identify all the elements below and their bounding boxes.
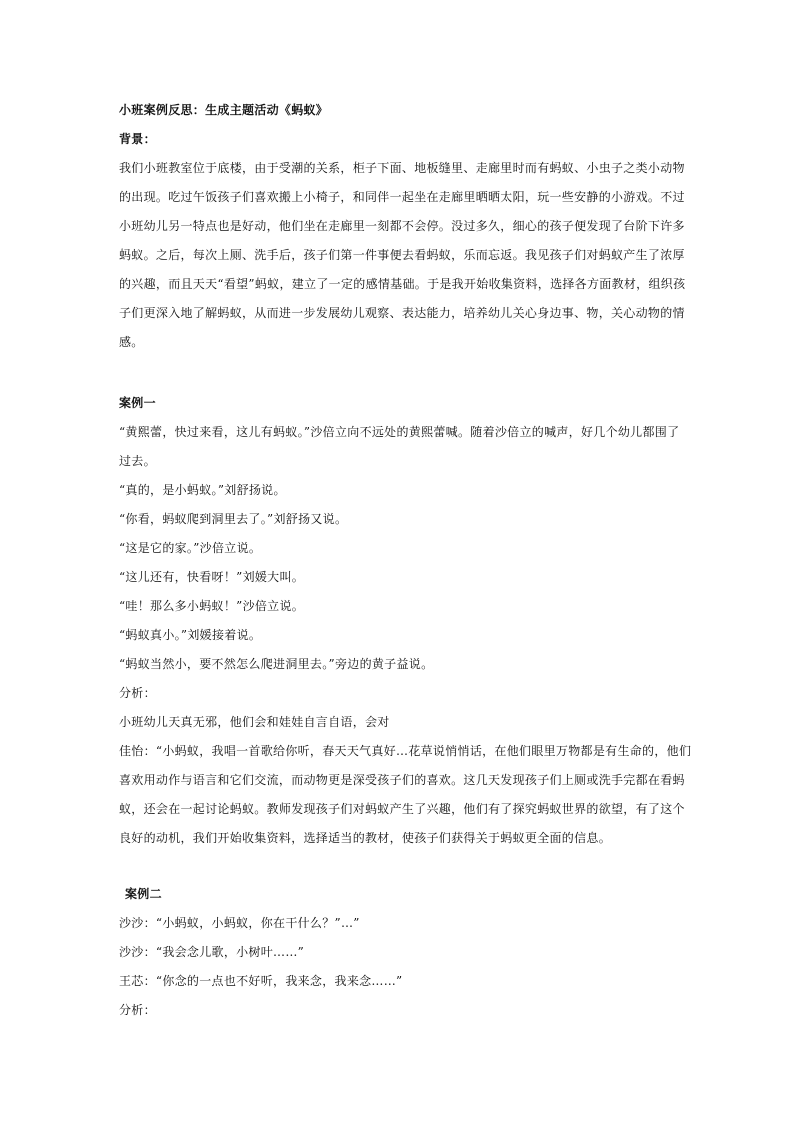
case2-line: 王芯：“你念的一点也不好听，我来念，我来念……” (119, 974, 403, 988)
case2-line: 沙沙：“我会念儿歌，小树叶……” (119, 945, 305, 959)
document-title: 小班案例反思：生成主题活动《蚂蚁》 (119, 103, 329, 117)
background-line: 的出现。吃过午饭孩子们喜欢搬上小椅子，和同伴一起坐在走廊里晒晒太阳，玩一些安静的小游戏。不过 (119, 190, 685, 204)
case1-line: 良好的动机，我们开始收集资料，选择适当的教材，使孩子们获得关于蚂蚁更全面的信息。 (119, 831, 612, 845)
case1-line: “黄熙蕾，快过来看，这儿有蚂蚁。”沙倍立向不远处的黄熙蕾喊。随着沙倍立的喊声，好几个幼儿都围了 (119, 425, 680, 439)
case2-line: 分析： (119, 1003, 156, 1017)
background-line: 的兴趣，而且天天“看望”蚂蚁，建立了一定的感情基础。于是我开始收集资料，选择各方面教材，组织孩 (119, 277, 686, 291)
background-line: 蚂蚁。之后，每次上厕、洗手后，孩子们第一件事便去看蚂蚁，乐而忘返。我见孩子们对蚂蚁产生了浓厚 (119, 248, 685, 262)
background-line: 子们更深入地了解蚂蚁，从而进一步发展幼儿观察、表达能力，培养幼儿关心身边事、物，关心动物的情 (119, 306, 685, 320)
background-line: 小班幼儿另一特点也是好动，他们坐在走廊里一刻都不会停。没过多久，细心的孩子便发现了台阶下许多 (119, 219, 685, 233)
case1-line: 分析： (119, 686, 156, 700)
case1-line: 佳怡：“小蚂蚁，我唱一首歌给你听，春天天气真好…花草说悄悄话，在他们眼里万物都是有生命的，他们 (119, 744, 692, 758)
case1-line: “哇！那么多小蚂蚁！”沙倍立说。 (119, 599, 305, 613)
case1-line: 过去。 (119, 454, 156, 468)
case2-section (119, 880, 679, 1025)
background-heading: 背景： (119, 132, 156, 146)
case1-line: “真的，是小蚂蚁。”刘舒扬说。 (119, 483, 286, 497)
case1-line: “你看，蚂蚁爬到洞里去了。”刘舒扬又说。 (119, 512, 348, 526)
background-line: 我们小班教室位于底楼，由于受潮的关系，柜子下面、地板缝里、走廊里时而有蚂蚁、小虫子之类小动物 (119, 161, 685, 175)
case1-line: 喜欢用动作与语言和它们交流，而动物更是深受孩子们的喜欢。这几天发现孩子们上厕或洗手完都在看蚂 (119, 773, 685, 787)
case2-heading: 案例二 (125, 887, 162, 901)
case1-line: 小班幼儿天真无邪，他们会和娃娃自言自语，会对 (119, 715, 390, 729)
case1-line: “这儿还有，快看呀！”刘媛大叫。 (119, 570, 305, 584)
case1-line: “这是它的家。”沙倍立说。 (119, 541, 262, 555)
case1-section (119, 389, 692, 853)
case1-heading: 案例一 (119, 396, 156, 410)
case1-line: “蚂蚁真小。”刘媛接着说。 (119, 628, 262, 642)
case1-line: “蚂蚁当然小，要不然怎么爬进洞里去。”旁边的黄子益说。 (119, 657, 434, 671)
title-section (119, 96, 686, 357)
background-line: 感。 (119, 335, 144, 349)
case1-line: 蚁，还会在一起讨论蚂蚁。教师发现孩子们对蚂蚁产生了兴趣，他们有了探究蚂蚁世界的欲望，有了这个 (119, 802, 685, 816)
case2-line: 沙沙：“小蚂蚁，小蚂蚁，你在干什么？”…” (119, 916, 360, 930)
